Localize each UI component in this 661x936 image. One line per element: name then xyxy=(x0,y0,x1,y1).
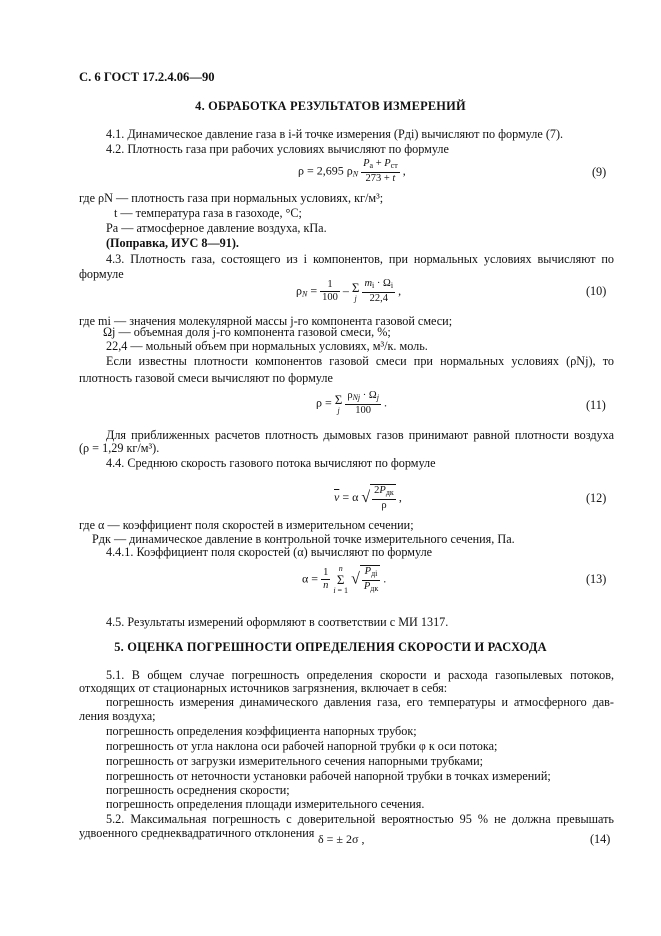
formula-13: α = $\frac{1}{n}$ n Σ i = 1 √ $\frac{P_{дi}}{P_{дк}}$ . xyxy=(302,564,387,595)
formula-12-number: (12) xyxy=(586,491,607,505)
list-item: погрешность измерения динамического давления газа, его температуры и атмосферного дав- xyxy=(106,695,614,709)
para-4-3-line-2: формуле xyxy=(79,267,124,281)
list-item: погрешность от загрузки измерительного сечения напорными трубками; xyxy=(106,754,484,768)
approx-line-1: Для приближенных расчетов плотность дымовых газов принимают равной плотности воздуха xyxy=(106,428,614,442)
formula-10-number: (10) xyxy=(586,284,607,298)
formula-9: ρ = 2,695 $\rho_N$ $\frac{P_a + P_{ст}}{273 + t}$ , xyxy=(298,158,406,184)
where-9-3: Pа — атмосферное давление воздуха, кПа. xyxy=(106,221,327,235)
para-5-2-line-2: удвоенного среднеквадратичного отклонения xyxy=(79,826,315,840)
list-item: погрешность осреднения скорости; xyxy=(106,783,290,797)
formula-9-number: (9) xyxy=(592,165,607,179)
para-4-3-line-1: 4.3. Плотность газа, состоящего из i компонентов, при нормальных условиях вычисляют по xyxy=(106,252,614,266)
section-5-title: 5. ОЦЕНКА ПОГРЕШНОСТИ ОПРЕДЕЛЕНИЯ СКОРОСТИ И РАСХОДА xyxy=(114,640,547,654)
list-item: погрешность определения площади измерительного сечения. xyxy=(106,797,425,811)
para-4-2: 4.2. Плотность газа при рабочих условиях вычисляют по формуле xyxy=(106,142,449,156)
para-4-3b-line-1: Если известны плотности компонентов газовой смеси при нормальных условиях (ρNj), то xyxy=(106,354,614,368)
list-item: погрешность от угла наклона оси рабочей напорной трубки φ к оси потока; xyxy=(106,739,498,753)
where-10-2: Ωj — объемная доля j-го компонента газовой смеси, %; xyxy=(103,325,391,339)
formula-12: $\overline{v} = \alpha$ √ $\frac{2P_{дк}}{\rho}$ , xyxy=(334,485,402,511)
formula-14: δ = ± 2σ , xyxy=(318,832,365,846)
where-10-1: где mi — значения молекулярной массы j-го компонента газовой смеси; xyxy=(79,314,453,328)
para-5-1-line-1: 5.1. В общем случае погрешность определения скорости и расхода газопылевых потоков, xyxy=(106,668,614,682)
where-10-3: 22,4 — мольный объем при нормальных условиях, м³/к. моль. xyxy=(106,339,428,353)
para-5-1-line-2: отходящих от стационарных источников загрязнения, включает в себя: xyxy=(79,681,448,695)
amendment: (Поправка, ИУС 8—91). xyxy=(106,236,239,250)
formula-11-number: (11) xyxy=(586,398,606,412)
list-item: погрешность определения коэффициента напорных трубок; xyxy=(106,724,417,738)
section-4-title: 4. ОБРАБОТКА РЕЗУЛЬТАТОВ ИЗМЕРЕНИЙ xyxy=(195,99,466,113)
page-header: С. 6 ГОСТ 17.2.4.06—90 xyxy=(79,70,215,84)
where-9-2: t — температура газа в газоходе, °С; xyxy=(114,206,302,220)
para-4-1: 4.1. Динамическое давление газа в i-й точке измерения (Pдi) вычисляют по формуле (7). xyxy=(106,127,564,141)
list-item: ления воздуха; xyxy=(79,709,156,723)
approx-line-2: (ρ = 1,29 кг/м³). xyxy=(79,441,160,455)
para-4-4-1: 4.4.1. Коэффициент поля скоростей (α) вычисляют по формуле xyxy=(106,545,433,559)
formula-11: ρ = Σ j $\frac{\rho_{Nj} \cdot \Omega_j}{100}$ . xyxy=(316,390,387,416)
para-5-2-line-1: 5.2. Максимальная погрешность с доверительной вероятностью 95 % не должна превышать xyxy=(106,812,614,826)
formula-13-number: (13) xyxy=(586,572,607,586)
formula-14-number: (14) xyxy=(590,832,611,846)
formula-10: $\rho_N$ = $\frac{1}{100}$ – Σ j $\frac{m_i \cdot \Omega_i}{22,4}$ , xyxy=(296,278,402,304)
para-4-3b-line-2: плотность газовой смеси вычисляют по формуле xyxy=(79,371,333,385)
list-item: погрешность от неточности установки рабочей напорной трубки в точках измерений; xyxy=(106,769,551,783)
where-12-2: Pдк — динамическое давление в контрольной точке измерительного сечения, Па. xyxy=(92,532,515,546)
para-4-4: 4.4. Среднюю скорость газового потока вычисляют по формуле xyxy=(106,456,436,470)
where-9-1: где ρN — плотность газа при нормальных условиях, кг/м³; xyxy=(79,191,384,205)
para-4-5: 4.5. Результаты измерений оформляют в соответствии с МИ 1317. xyxy=(106,615,449,629)
where-12-1: где α — коэффициент поля скоростей в измерительном сечении; xyxy=(79,518,414,532)
